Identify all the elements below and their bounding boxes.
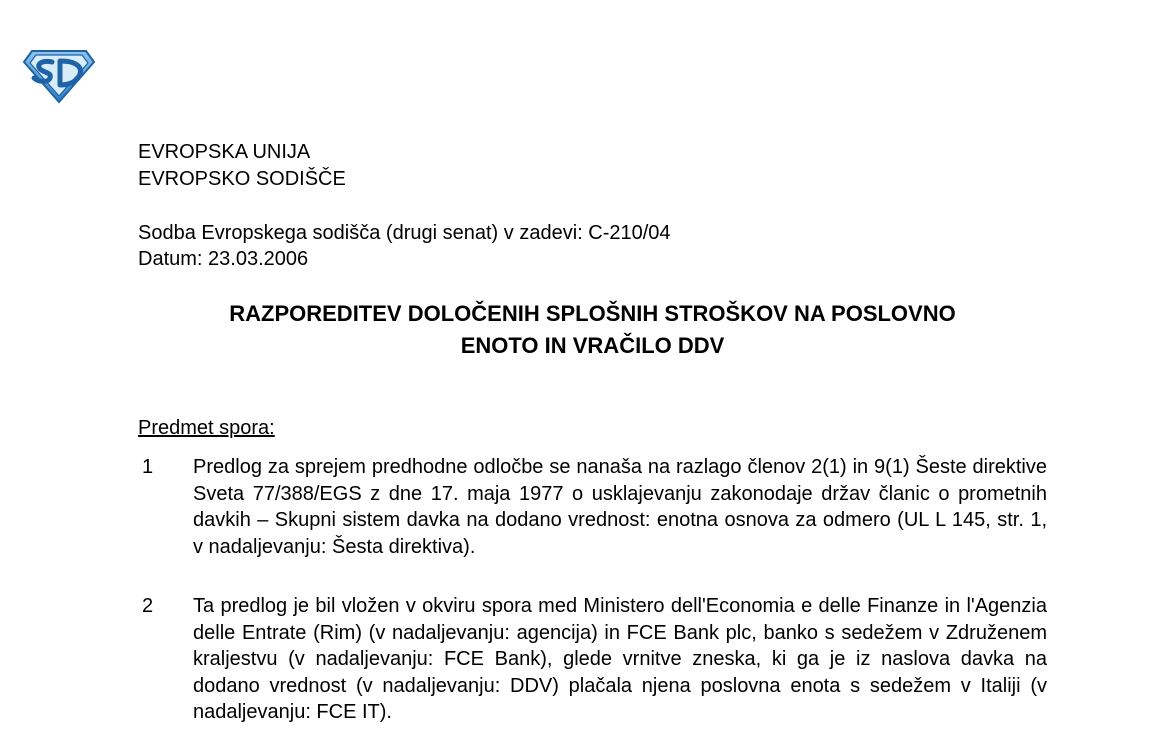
case-reference: Sodba Evropskega sodišča (drugi senat) v zadevi: C-210/04 xyxy=(138,222,671,244)
paragraph-text: Ta predlog je bil vložen v okviru spora med Ministero dell'Economia e delle Finanze in l'Agenzia delle Entrate (Rim) (v nadaljevanju: agencija) in FCE Bank plc, banko s sedežem v Združenem kraljestvu (v nadaljevanju: FCE Bank), glede vrnitve zneska, ki ga je iz naslova davka na dodano vrednost (v nadaljevanju: DDV) plačala njena poslovna enota s sedežem v Italiji (v nadaljevanju: FCE IT). xyxy=(193,595,1047,723)
section-heading: Predmet spora: xyxy=(138,417,275,439)
document-title-line2: ENOTO IN VRAČILO DDV xyxy=(460,333,725,358)
paragraph-number: 2 xyxy=(142,595,154,617)
paragraph-number: 1 xyxy=(142,456,154,478)
union-header: EVROPSKA UNIJA xyxy=(138,141,311,163)
paragraph-text: Predlog za sprejem predhodne odločbe se nanaša na razlago členov 2(1) in 9(1) Šeste direktive Sveta 77/388/EGS z dne 17. maja 1977 o usklajevanju zakonodaje držav članic o prometnih davkih – Skupni sistem davka na dodano vrednost: enotna osnova za odmero (UL L 145, str. 1, v nadaljevanju: Šesta direktiva). xyxy=(193,456,1047,558)
sd-logo-icon xyxy=(22,48,96,104)
case-date: Datum: 23.03.2006 xyxy=(138,248,309,270)
document-title-line1: RAZPOREDITEV DOLOČENIH SPLOŠNIH STROŠKOV NA POSLOVNO xyxy=(229,301,956,326)
court-header: EVROPSKO SODIŠČE xyxy=(138,168,346,190)
